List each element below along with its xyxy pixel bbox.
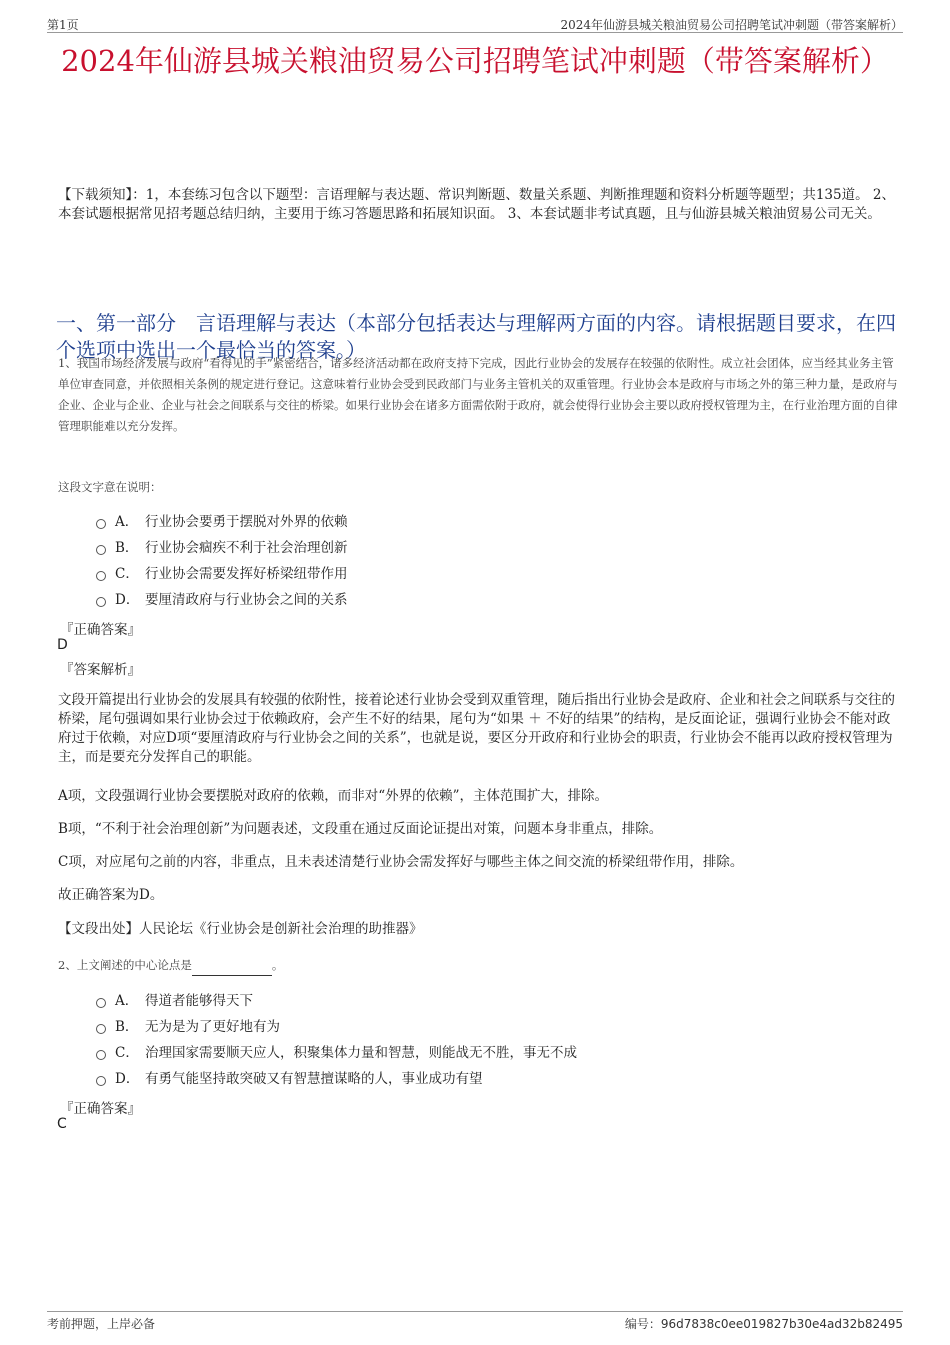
option-text: 行业协会痼疾不利于社会治理创新 — [145, 540, 348, 556]
page-title: 2024年仙游县城关粮油贸易公司招聘笔试冲刺题（带答案解析） — [61, 44, 889, 78]
question-1-prompt: 这段文字意在说明： — [58, 480, 162, 494]
option-letter: D． — [115, 592, 140, 608]
radio-icon[interactable] — [96, 1076, 106, 1086]
radio-icon[interactable] — [96, 1050, 106, 1060]
answer-label: 『正确答案』 — [60, 1101, 141, 1117]
answer-value: C — [57, 1116, 67, 1132]
option-b[interactable] — [96, 1014, 890, 1040]
section-heading: 一、第一部分 言语理解与表达（本部分包括表达与理解两方面的内容。请根据题目要求，在四个选项中选出一个最恰当的答案。） — [56, 311, 896, 362]
option-letter: C． — [115, 1045, 139, 1061]
analysis-option-b: B项，“不利于社会治理创新”为问题表述，文段重在通过反面论证提出对策，问题本身非重点，排除。 — [58, 821, 663, 837]
radio-icon[interactable] — [96, 571, 106, 581]
option-c[interactable] — [96, 561, 890, 587]
answer-value: D — [57, 637, 68, 653]
option-a[interactable] — [96, 988, 890, 1014]
option-letter: C． — [115, 566, 139, 582]
radio-icon[interactable] — [96, 597, 106, 607]
analysis-source: 【文段出处】人民论坛《行业协会是创新社会治理的助推器》 — [58, 921, 423, 937]
question-2-end: 。 — [271, 958, 284, 972]
page-footer — [47, 1311, 903, 1332]
option-text: 治理国家需要顺天应人，积聚集体力量和智慧，则能战无不胜，事无不成 — [145, 1045, 577, 1061]
option-letter: B． — [115, 1019, 139, 1035]
question-1-options — [96, 509, 890, 613]
fill-blank — [192, 963, 272, 976]
code-label: 编号： — [624, 1317, 661, 1331]
header-doc-title: 2024年仙游县城关粮油贸易公司招聘笔试冲刺题（带答案解析） — [560, 18, 903, 32]
option-d[interactable] — [96, 587, 890, 613]
page-header — [47, 14, 903, 33]
analysis-option-c: C项，对应尾句之前的内容，非重点，且未表述清楚行业协会需发挥好与哪些主体之间交流的桥梁纽带作用，排除。 — [58, 854, 744, 870]
option-letter: A． — [115, 514, 139, 530]
radio-icon[interactable] — [96, 1024, 106, 1034]
option-text: 有勇气能坚持敢突破又有智慧擅谋略的人，事业成功有望 — [145, 1071, 483, 1087]
option-text: 无为是为了更好地有为 — [145, 1019, 280, 1035]
option-text: 行业协会要勇于摆脱对外界的依赖 — [145, 514, 348, 530]
page-number: 第1页 — [47, 18, 79, 32]
option-text: 要厘清政府与行业协会之间的关系 — [145, 592, 348, 608]
option-c[interactable] — [96, 1040, 890, 1066]
question-2-options — [96, 988, 890, 1092]
footer-slogan: 考前押题，上岸必备 — [47, 1317, 156, 1331]
radio-icon[interactable] — [96, 519, 106, 529]
analysis-label: 『答案解析』 — [60, 662, 141, 678]
question-1-text: 1、我国市场经济发展与政府“看得见的手”紧密结合，诸多经济活动都在政府支持下完成，因此行业协会的发展存在较强的依附性。成立社会团体，应当经其业务主管单位审查同意，并依照相关条例的规定进行登记。这意味着行业协会受到民政部门与业务主管机关的双重管理。行业协会本是政府与市场之外的第三种力量，是政府与企业、企业与企业、企业与社会之间联系与交往的桥梁。如果行业协会在诸多方面需依附于政府，就会使得行业协会主要以政府授权管理为主，在行业治理方面的自律管理职能难以充分发挥。 — [58, 356, 898, 433]
option-text: 行业协会需要发挥好桥梁纽带作用 — [145, 566, 348, 582]
analysis-conclusion: 故正确答案为D。 — [58, 887, 164, 903]
answer-label: 『正确答案』 — [60, 622, 141, 638]
option-d[interactable] — [96, 1066, 890, 1092]
footer-code — [625, 1315, 903, 1332]
analysis-paragraph: 文段开篇提出行业协会的发展具有较强的依附性，接着论述行业协会受到双重管理，随后指出行业协会是政府、企业和社会之间联系与交往的桥梁，尾句强调如果行业协会过于依赖政府，会产生不好的结果，尾句为“如果 ＋ 不好的结果”的结构，是反面论证，强调行业协会不能对政府过于依赖，对应D项“要厘清政府与行业协会之间的关系”，也就是说，要区分开政府和行业协会的职责，行业协会不能再以政府授权管理为主，而是要充分发挥自己的职能。 — [58, 692, 895, 765]
option-b[interactable] — [96, 535, 890, 561]
option-letter: B． — [115, 540, 139, 556]
radio-icon[interactable] — [96, 998, 106, 1008]
download-notice: 【下载须知】：1，本套练习包含以下题型：言语理解与表达题、常识判断题、数量关系题、判断推理题和资料分析题等题型；共135道。 2、本套试题根据常见招考题总结归纳，主要用于练习答题思路和拓展知识面。 3、本套试题非考试真题，且与仙游县城关粮油贸易公司无关。 — [58, 187, 895, 222]
radio-icon[interactable] — [96, 545, 106, 555]
code-value: 96d7838c0ee019827b30e4ad32b82495 — [660, 1317, 903, 1331]
option-text: 得道者能够得天下 — [145, 993, 253, 1009]
analysis-option-a: A项，文段强调行业协会要摆脱对政府的依赖，而非对“外界的依赖”，主体范围扩大，排除。 — [58, 788, 609, 804]
question-2-text — [58, 955, 898, 976]
option-letter: A． — [115, 993, 139, 1009]
question-2-stem: 2、上文阐述的中心论点是 — [58, 958, 192, 972]
option-letter: D． — [115, 1071, 140, 1087]
option-a[interactable] — [96, 509, 890, 535]
